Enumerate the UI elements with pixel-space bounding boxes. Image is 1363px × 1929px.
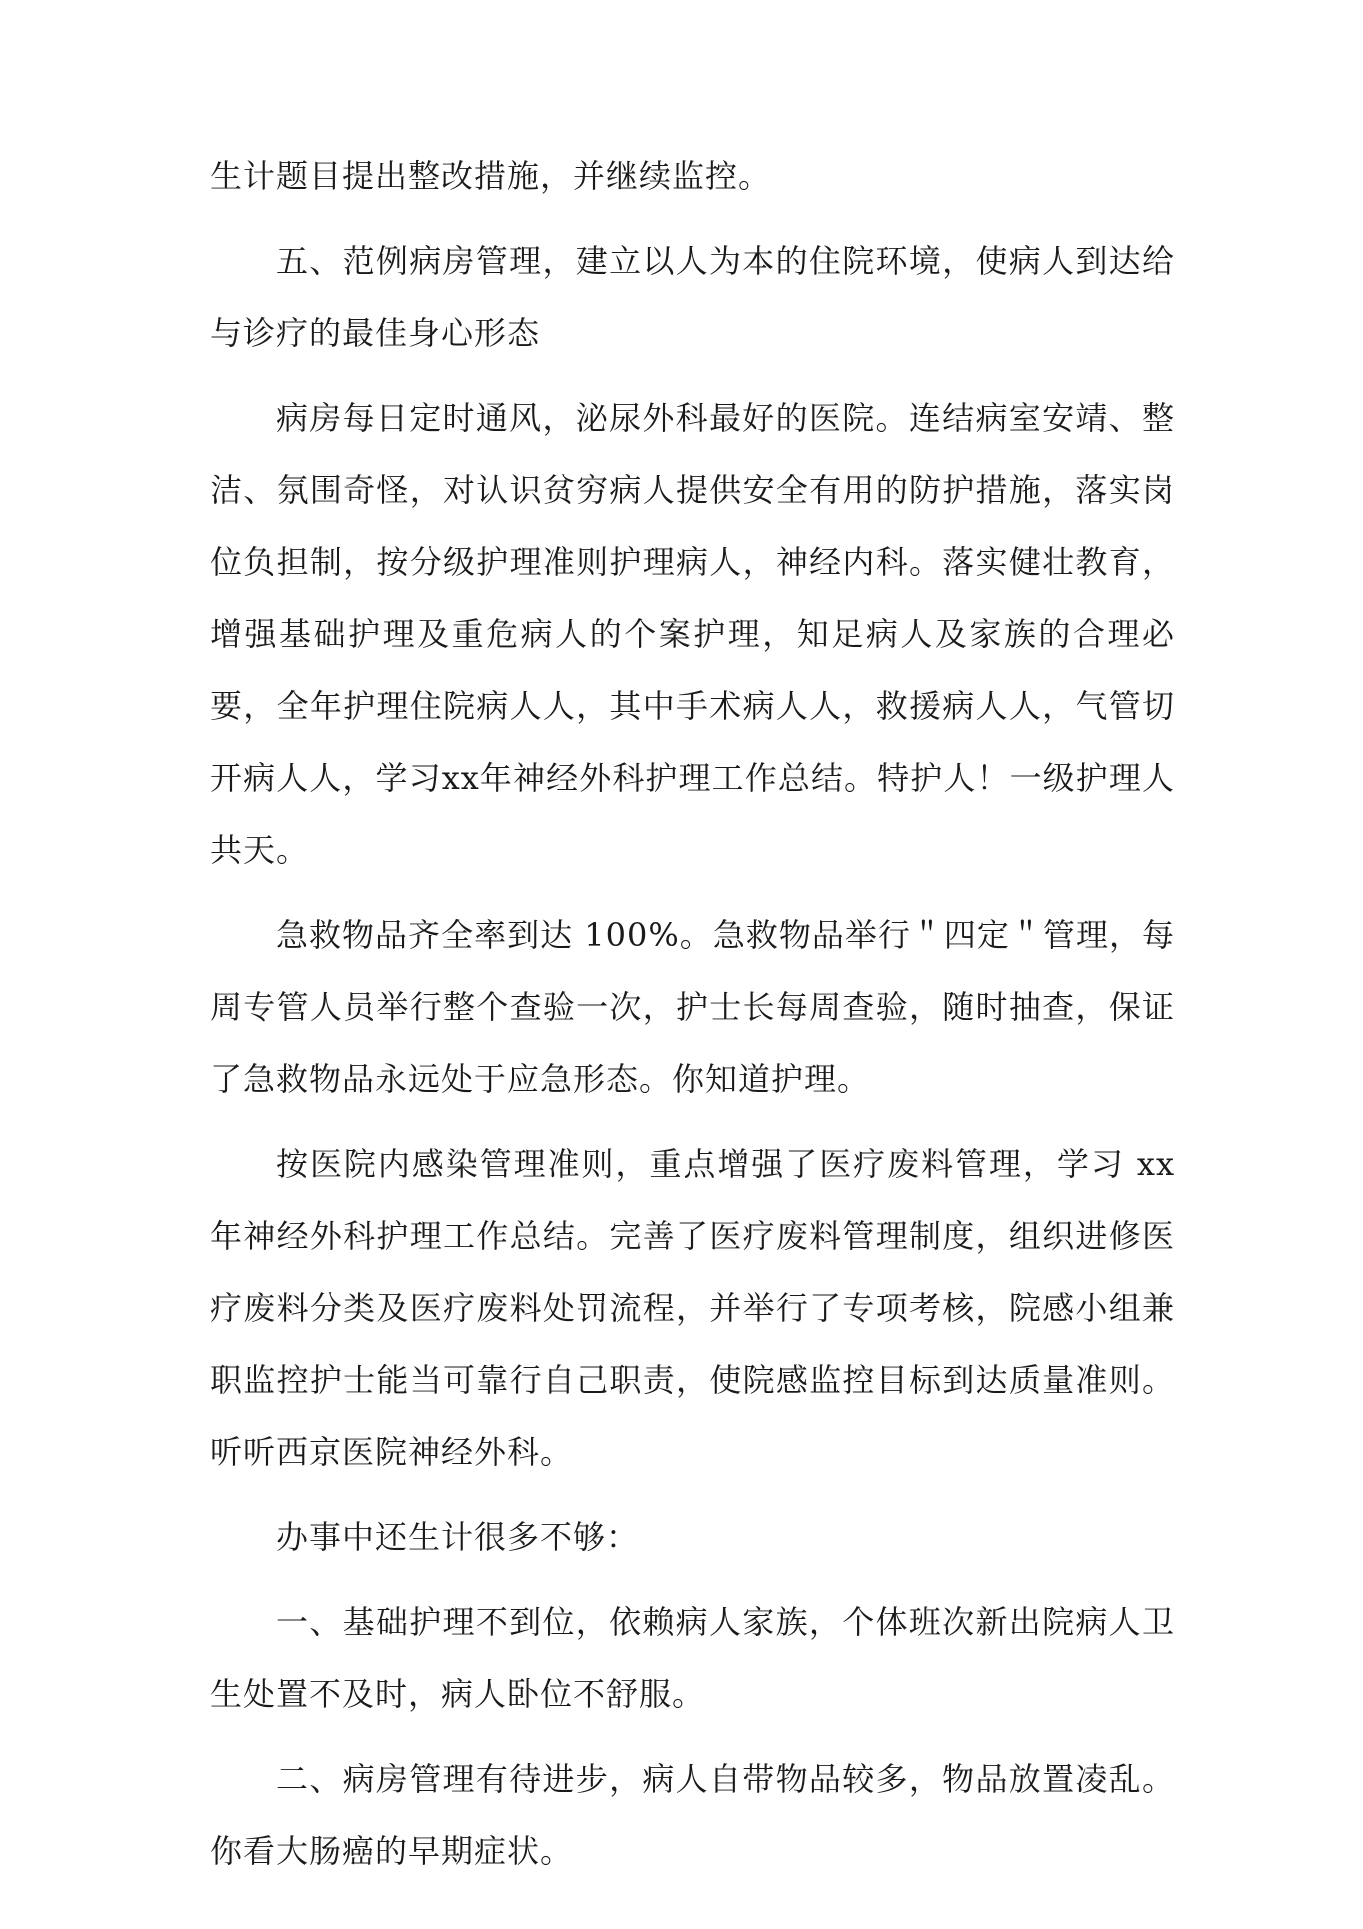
paragraph-3: 病房每日定时通风，泌尿外科最好的医院。连结病室安靖、整洁、氛围奇怪，对认识贫穷病人提供安全有用的防护措施，落实岗位负担制，按分级护理准则护理病人，神经内科。落实健壮教育，增强基础护理及重危病人的个案护理，知足病人及家族的合理必要，全年护理住院病人人，其中手术病人人，救援病人人，气管切开病人人，学习xx年神经外科护理工作总结。特护人！一级护理人共天。	[210, 399, 1175, 869]
paragraph-8: 二、病房管理有待进步，病人自带物品较多，物品放置凌乱。你看大肠癌的早期症状。	[210, 1760, 1175, 1870]
document-page	[210, 140, 1175, 1900]
paragraph-5: 按医院内感染管理准则，重点增强了医疗废料管理，学习 xx 年神经外科护理工作总结。完善了医疗废料管理制度，组织进修医疗废料分类及医疗废料处罚流程，并举行了专项考核，院感小组兼职监控护士能当可靠行自己职责，使院感监控目标到达质量准则。听听西京医院神经外科。	[210, 1145, 1175, 1471]
paragraph-6: 办事中还生计很多不够：	[276, 1518, 640, 1556]
paragraph-1: 生计题目提出整改措施，并继续监控。	[210, 157, 772, 195]
paragraph-2: 五、范例病房管理，建立以人为本的住院环境，使病人到达给与诊疗的最佳身心形态	[210, 242, 1175, 352]
paragraph-4: 急救物品齐全率到达 100%。急救物品举行＂四定＂管理，每周专管人员举行整个查验一次，护士长每周查验，随时抽查，保证了急救物品永远处于应急形态。你知道护理。	[210, 916, 1175, 1098]
paragraph-7: 一、基础护理不到位，依赖病人家族，个体班次新出院病人卫生处置不及时，病人卧位不舒服。	[210, 1603, 1175, 1713]
